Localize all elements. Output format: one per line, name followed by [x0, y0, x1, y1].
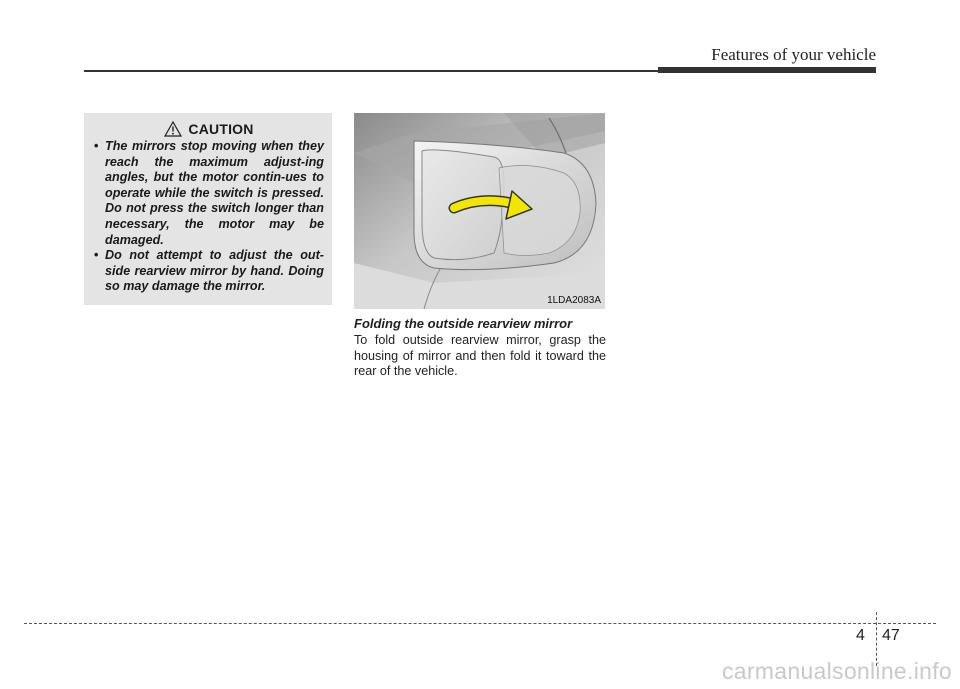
caution-item: • The mirrors stop moving when they reach the maximum adjust-ing angles, but the motor contin-ues to operate while the switch is pressed. Do not press the switch longer than necessary, the motor may be damaged. [94, 139, 324, 248]
chapter-number: 4 [856, 627, 865, 644]
watermark: carmanualsonline.info [721, 658, 952, 684]
caution-list [94, 139, 324, 295]
caution-header [94, 121, 324, 137]
footer-rule [24, 623, 936, 624]
caution-title: CAUTION [188, 121, 254, 137]
mirror-illustration-graphic [354, 113, 605, 309]
caution-box [84, 113, 332, 305]
mirror-folding-illustration [354, 113, 605, 309]
header-rule-accent [658, 67, 876, 73]
caution-item: • Do not attempt to adjust the out-side rearview mirror by hand. Doing so may damage the mirror. [94, 248, 324, 295]
figure-label: 1LDA2083A [547, 295, 601, 306]
page-number: 47 [882, 627, 900, 644]
page-header-title: Features of your vehicle [711, 45, 876, 64]
warning-triangle-icon [164, 121, 182, 137]
section-heading: Folding the outside rearview mirror [354, 316, 573, 331]
section-body-text: To fold outside rearview mirror, grasp the housing of mirror and then fold it toward the rear of the vehicle. [354, 333, 606, 379]
